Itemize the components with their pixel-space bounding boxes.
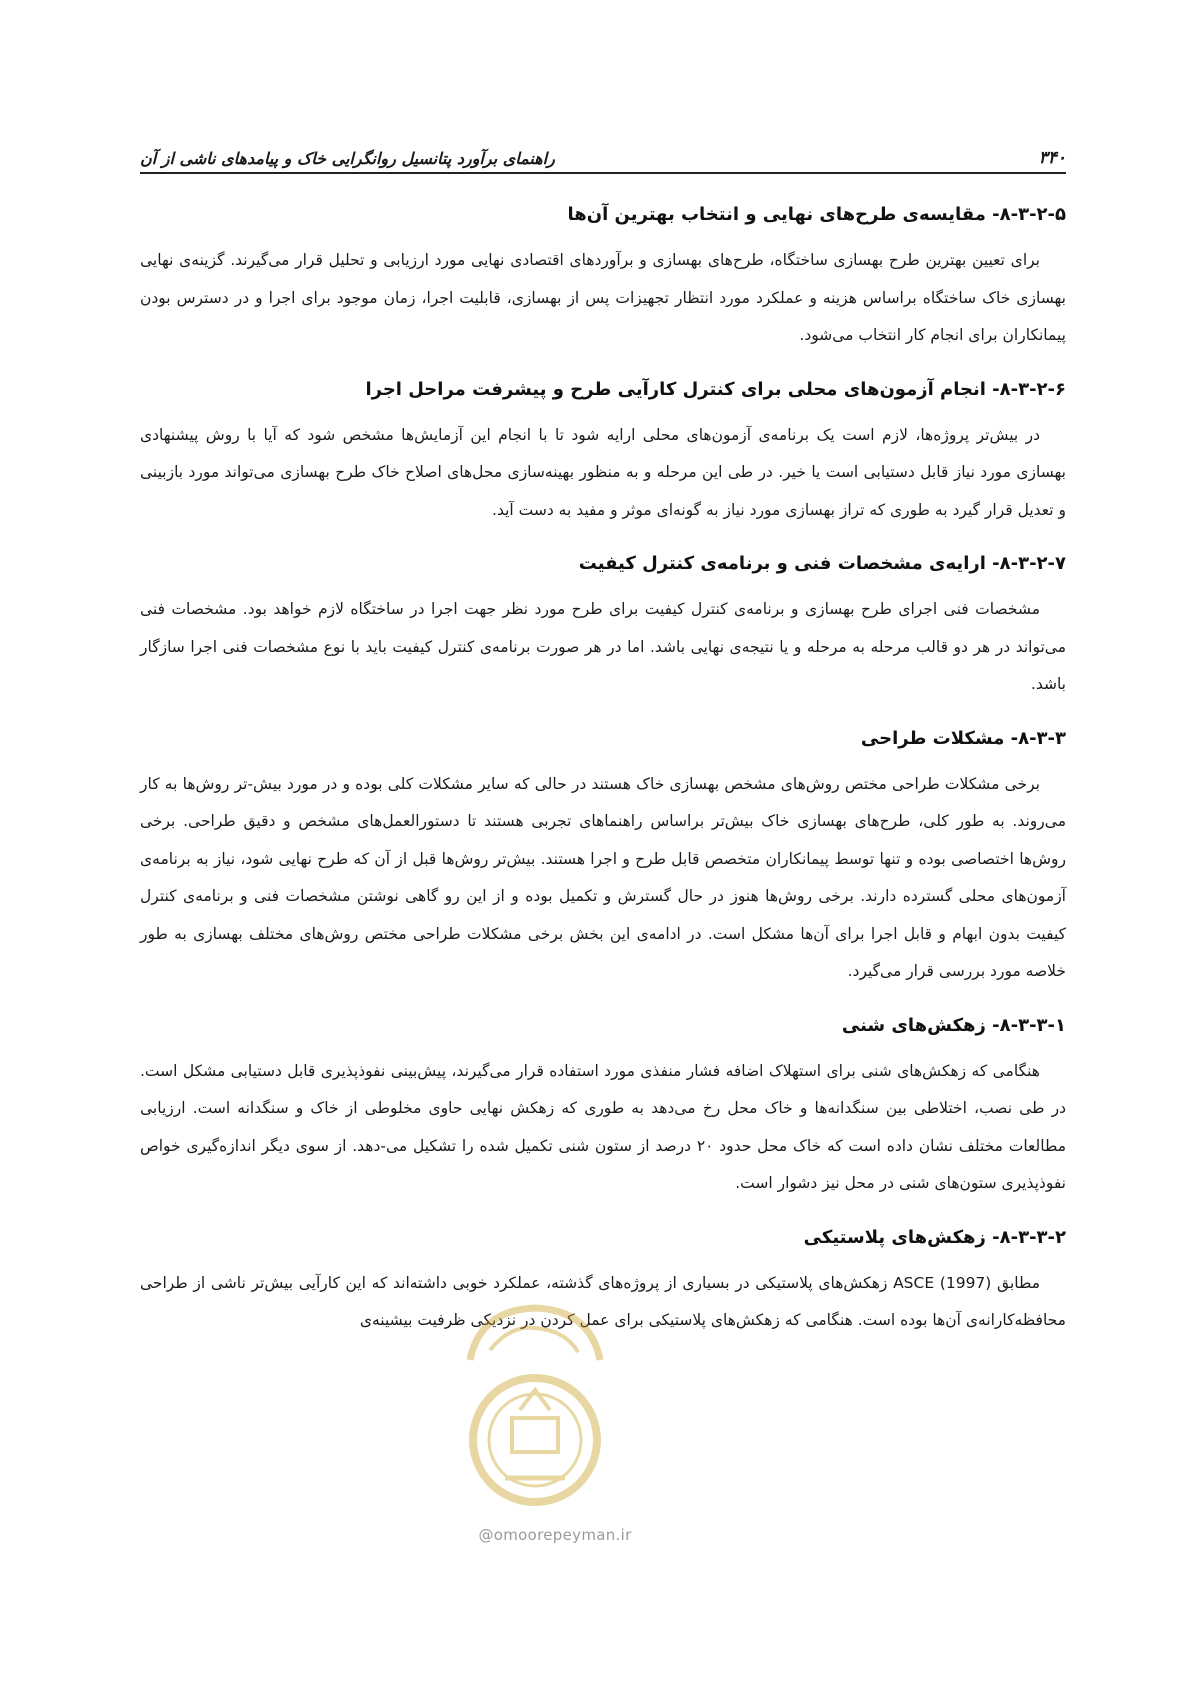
running-title: راهنمای برآورد پتانسیل روانگرایی خاک و پیامدهای ناشی از آن	[140, 149, 555, 168]
header-rule	[140, 172, 1066, 174]
paragraph: در بیش‌تر پروژه‌ها، لازم است یک برنامه‌ی آزمون‌های محلی ارایه شود تا با انجام این آزمایش‌ها مشخص شود که آیا با روش پیشنهادی بهسازی مورد نیاز قابل دستیابی است یا خیر. در طی این مرحله و به منظور بهینه‌سازی محل‌های اصلاح خاک طرح بهسازی می‌تواند مورد بازبینی و تعدیل قرار گیرد به طوری که تراز بهسازی مورد نیاز به گونه‌ای موثر و مفید به دست آید.	[140, 425, 1066, 519]
paragraph: برخی مشکلات طراحی مختص روش‌های مشخص بهسازی خاک هستند در حالی که سایر مشکلات کلی بوده و در مورد بیش-تر روش‌ها به کار می‌روند. به طور کلی، طرح‌های بهسازی خاک بیش‌تر براساس راهنماهای تجربی هستند تا دستورالعمل‌های مشخص و دقیق طراحی. برخی روش‌ها اختصاصی بوده و تنها توسط پیمانکاران متخصص قابل طرح و اجرا هستند. بیش‌تر روش‌ها قبل از آن که طرح نهایی شود، نیاز به برنامه‌ی آزمون‌های محلی گسترده دارند. برخی روش‌ها هنوز در حال گسترش و تکمیل بوده و از این رو گاهی نوشتن مشخصات فنی و برنامه‌ی کنترل کیفیت بدون ابهام و قابل اجرا برای آن‌ها مشکل است. در ادامه‌ی این بخش برخی مشکلات طراحی مختص روش‌های مختلف بهسازی به طور خلاصه مورد بررسی قرار می‌گیرد.	[140, 774, 1066, 980]
watermark-site-text	[470, 1526, 640, 1544]
paragraph: مشخصات فنی اجرای طرح بهسازی و برنامه‌ی کنترل کیفیت برای طرح مورد نظر جهت اجرا در ساختگاه لازم خواهد بود. مشخصات فنی می‌تواند در هر دو قالب مرحله به مرحله و یا نتیجه‌ی نهایی باشد. اما در هر صورت برنامه‌ی کنترل کیفیت باید با نوع مشخصات فنی اجرا سازگار باشد.	[140, 600, 1066, 693]
section-heading: ۸-۳-۳-۲- زهکش‌های پلاستیکی	[803, 1226, 1066, 1248]
at-sign-icon: @	[478, 1526, 494, 1544]
watermark-site-label: omoorepeyman.ir	[493, 1526, 632, 1544]
section-heading: ۸-۳-۲-۷- ارایه‌ی مشخصات فنی و برنامه‌ی کنترل کیفیت	[578, 553, 1066, 574]
paragraph: برای تعیین بهترین طرح بهسازی ساختگاه، طرح‌های بهسازی و برآوردهای اقتصادی نهایی مورد ارزیابی و تحلیل قرار می‌گیرند. گزینه‌ی نهایی بهسازی خاک ساختگاه براساس هزینه و عملکرد مورد انتظار تجهیزات پس از بهسازی، قابلیت اجرا، زمان موجود برای اجرا و در دسترس بودن پیمانکاران برای انجام کار انتخاب می‌شود.	[140, 251, 1066, 344]
running-header	[140, 134, 1066, 168]
section-heading: ۸-۳-۲-۶- انجام آزمون‌های محلی برای کنترل کارآیی طرح و پیشرفت مراحل اجرا	[365, 378, 1066, 400]
paragraph: هنگامی که زهکش‌های شنی برای استهلاک اضافه فشار منفذی مورد استفاده قرار می‌گیرند، پیش‌بینی نفوذپذیری قابل دستیابی مشکل است. در طی نصب، اختلاطی بین سنگدانه‌ها و خاک محل رخ می‌دهد به طوری که زهکش نهایی حاوی مخلوطی از خاک و سنگدانه است. ارزیابی مطالعات مختلف نشان داده است که خاک محل حدود ۲۰ درصد از ستون شنی تکمیل شده را تشکیل می-دهد. از سوی دیگر اندازه‌گیری خواص نفوذپذیری ستون‌های شنی در محل نیز دشوار است.	[140, 1061, 1066, 1192]
section-heading: ۸-۳-۲-۵- مقایسه‌ی طرح‌های نهایی و انتخاب بهترین آن‌ها	[567, 204, 1066, 225]
paragraph: مطابق ASCE (1997) زهکش‌های پلاستیکی در بسیاری از پروژه‌های گذشته، عملکرد خوبی داشته‌اند که این کارآیی بیش‌تر ناشی از طراحی محافظه‌کارانه‌ی آن‌ها بوده است. هنگامی که زهکش‌های پلاستیکی برای عمل کردن در نزدیکی ظرفیت بیشینه‌ی	[140, 1273, 1066, 1329]
section-heading: ۸-۳-۳-۱- زهکش‌های شنی	[841, 1014, 1066, 1036]
document-body	[140, 182, 1066, 1340]
section-heading: ۸-۳-۳- مشکلات طراحی	[860, 727, 1066, 749]
page-number: ۳۴۰	[1038, 148, 1066, 168]
